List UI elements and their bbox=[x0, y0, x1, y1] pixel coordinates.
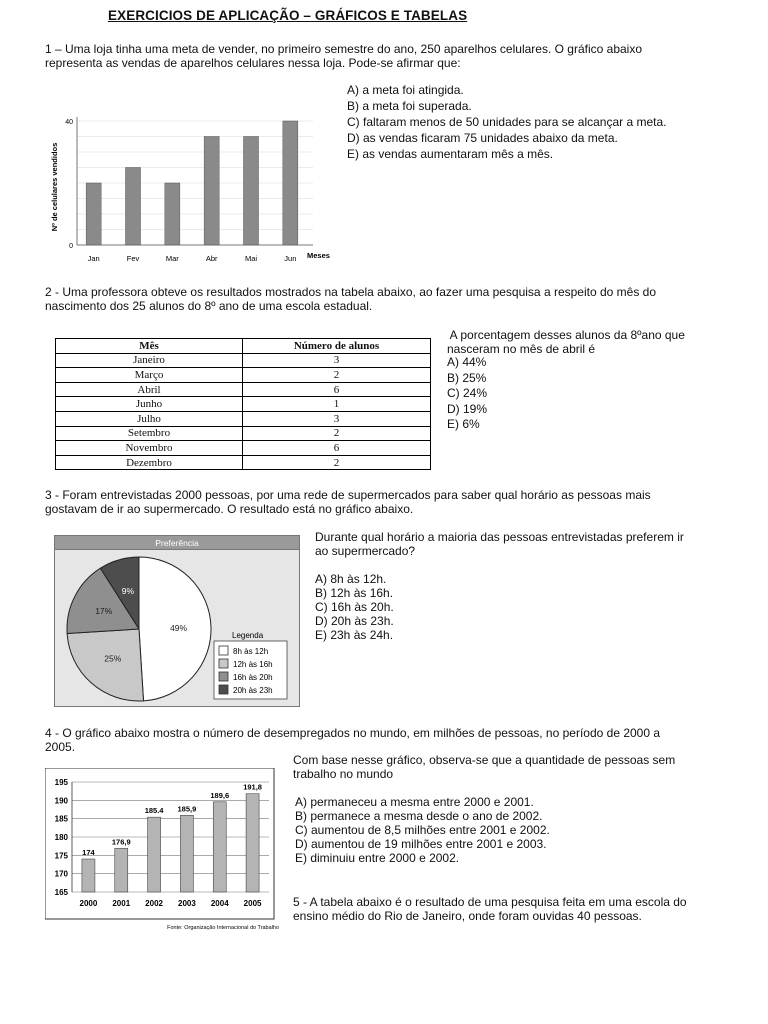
q2-cell-month: Julho bbox=[56, 411, 243, 426]
q4-ytick-label: 180 bbox=[54, 833, 68, 842]
q1-xtick-label: Mai bbox=[244, 254, 258, 263]
q3-legend-swatch bbox=[219, 659, 228, 668]
q3-chart-title: Preferência bbox=[155, 538, 199, 548]
q2-option-d[interactable]: D) 19% bbox=[447, 401, 488, 416]
q1-bar bbox=[283, 121, 298, 245]
q3-slice-label: 17% bbox=[95, 606, 113, 617]
q1-ylabel: Nº de celulares vendidos bbox=[50, 142, 59, 232]
q4-bar bbox=[148, 817, 161, 892]
q2-cell-count: 3 bbox=[243, 353, 431, 368]
q1-bar bbox=[244, 137, 259, 246]
q2-cell-count: 2 bbox=[243, 426, 431, 441]
q4-xtick-label: 2001 bbox=[112, 899, 131, 908]
q3-pie-chart bbox=[54, 535, 300, 707]
q2-option-a[interactable]: A) 44% bbox=[447, 355, 487, 369]
q2-table-header-month: Mês bbox=[56, 339, 243, 354]
q2-text: 2 - Uma professora obteve os resultados mostrados na tabela abaixo, ao fazer uma pesquisa a respeito do mês do nascimento dos 25 alunos do 8º ano de uma escola estadual. bbox=[45, 285, 657, 313]
q4-ytick-label: 175 bbox=[54, 851, 68, 861]
q3-legend-label: 12h às 16h bbox=[233, 660, 273, 669]
q4-data-label: 176,9 bbox=[111, 837, 131, 847]
q4-data-label: 174 bbox=[82, 848, 95, 857]
q2-cell-month: Setembro bbox=[56, 426, 243, 441]
q3-option-a[interactable]: A) 8h às 12h. bbox=[315, 572, 387, 586]
q3-legend-label: 8h às 12h bbox=[233, 647, 269, 656]
q3-options bbox=[315, 572, 394, 642]
q2-table bbox=[55, 338, 431, 470]
q2-cell-count: 6 bbox=[243, 441, 431, 456]
table-row bbox=[56, 368, 431, 383]
q3-slice-label: 9% bbox=[121, 585, 135, 596]
table-row bbox=[56, 382, 431, 397]
q1-option-b[interactable]: B) a meta foi superada. bbox=[347, 99, 472, 113]
q4-bar bbox=[115, 848, 128, 892]
q4-bar-chart bbox=[45, 768, 285, 930]
q2-cell-count: 2 bbox=[243, 368, 431, 383]
q1-option-e[interactable]: E) as vendas aumentaram mês a mês. bbox=[347, 147, 554, 161]
q3-legend-swatch bbox=[219, 646, 228, 655]
q4-options bbox=[295, 795, 550, 865]
q4-ytick-label: 165 bbox=[54, 888, 68, 897]
q3-legend-title: Legenda bbox=[232, 631, 264, 640]
q4-bar bbox=[246, 794, 259, 892]
q3-legend-label: 16h às 20h bbox=[233, 673, 273, 682]
q2-cell-count: 2 bbox=[243, 455, 431, 470]
q1-text: 1 – Uma loja tinha uma meta de vender, no primeiro semestre do ano, 250 aparelhos celulares. O gráfico abaixo representa as vendas de aparelhos celulares nessa loja. Pode-se afirmar que: bbox=[45, 42, 642, 70]
q1-option-a[interactable]: A) a meta foi atingida. bbox=[347, 83, 464, 97]
q4-ytick-label: 195 bbox=[54, 778, 68, 787]
table-row bbox=[56, 426, 431, 441]
q1-xtick-label: Mar bbox=[165, 254, 179, 263]
q4-xtick-label: 2002 bbox=[145, 899, 163, 908]
q4-bar bbox=[180, 815, 193, 892]
q3-slice-label: 49% bbox=[170, 622, 188, 633]
table-row bbox=[56, 411, 431, 426]
table-row bbox=[56, 353, 431, 368]
q1-xtick-label: Fev bbox=[126, 254, 140, 263]
q3-legend-label: 20h às 23h bbox=[233, 686, 273, 695]
q3-legend-swatch bbox=[219, 685, 228, 694]
q2-option-c[interactable]: C) 24% bbox=[447, 386, 488, 400]
q4-bar bbox=[82, 859, 95, 892]
q1-ytick-0: 0 bbox=[69, 243, 73, 250]
q4-option-b[interactable]: B) permanece a mesma desde o ano de 2002. bbox=[295, 809, 543, 823]
q4-source: Fonte: Organização Internacional do Trabalho bbox=[167, 925, 279, 930]
q3-option-e[interactable]: E) 23h às 24h. bbox=[315, 628, 394, 642]
q4-ytick-label: 190 bbox=[54, 796, 68, 806]
q4-option-a[interactable]: A) permaneceu a mesma entre 2000 e 2001. bbox=[295, 795, 534, 809]
q1-bar bbox=[86, 183, 101, 245]
q1-bar bbox=[126, 168, 141, 246]
q2-cell-count: 3 bbox=[243, 411, 431, 426]
q1-xtick-label: Jun bbox=[284, 254, 297, 263]
q1-options bbox=[347, 82, 667, 162]
q4-prompt: Com base nesse gráfico, observa-se que a quantidade de pessoas sem trabalho no mundo bbox=[293, 753, 676, 781]
q4-data-label: 189,6 bbox=[210, 790, 230, 800]
table-row bbox=[56, 441, 431, 456]
table-row bbox=[56, 397, 431, 412]
q2-option-e[interactable]: E) 6% bbox=[447, 417, 480, 431]
q4-bar bbox=[213, 802, 226, 892]
q4-data-label: 185.4 bbox=[144, 806, 164, 816]
q4-xtick-label: 2000 bbox=[79, 899, 98, 908]
q2-cell-count: 6 bbox=[243, 382, 431, 397]
q5-text: 5 - A tabela abaixo é o resultado de uma pesquisa feita em uma escola do ensino médio do Rio de Janeiro, onde foram ouvidas 40 pessoas. bbox=[293, 895, 687, 923]
q1-xlabel: Meses bbox=[307, 251, 330, 260]
q2-cell-month: Abril bbox=[56, 382, 243, 397]
q3-option-b[interactable]: B) 12h às 16h. bbox=[315, 586, 394, 600]
q2-cell-month: Dezembro bbox=[56, 455, 243, 470]
q2-cell-month: Junho bbox=[56, 397, 243, 412]
q3-slice-label: 25% bbox=[104, 653, 122, 664]
q2-cell-month: Janeiro bbox=[56, 353, 243, 368]
q2-options bbox=[447, 355, 487, 433]
q4-xtick-label: 2004 bbox=[210, 899, 229, 908]
q1-bar bbox=[204, 137, 219, 246]
q4-option-d[interactable]: D) aumentou de 19 milhões entre 2001 e 2003. bbox=[295, 837, 547, 851]
q2-cell-month: Março bbox=[56, 368, 243, 383]
q4-text: 4 - O gráfico abaixo mostra o número de desempregados no mundo, em milhões de pessoas, no período de 2000 a 2005. bbox=[45, 726, 661, 754]
q2-prompt: A porcentagem desses alunos da 8ºano que nasceram no mês de abril é bbox=[447, 328, 685, 356]
q4-option-e[interactable]: E) diminuiu entre 2000 e 2002. bbox=[295, 851, 460, 865]
q1-option-c[interactable]: C) faltaram menos de 50 unidades para se alcançar a meta. bbox=[347, 115, 667, 129]
q4-option-c[interactable]: C) aumentou de 8,5 milhões entre 2001 e 2002. bbox=[295, 823, 550, 837]
q3-text: 3 - Foram entrevistadas 2000 pessoas, por uma rede de supermercados para saber qual horário as pessoas mais gostavam de ir ao supermercado. O resultado está no gráfico abaixo. bbox=[45, 488, 651, 516]
q4-ytick-label: 185 bbox=[54, 814, 68, 824]
q1-option-d[interactable]: D) as vendas ficaram 75 unidades abaixo da meta. bbox=[347, 131, 618, 145]
q3-option-d[interactable]: D) 20h às 23h. bbox=[315, 614, 394, 628]
q2-cell-month: Novembro bbox=[56, 441, 243, 456]
q1-ytick-40: 40 bbox=[65, 119, 73, 126]
q2-table-header-count: Número de alunos bbox=[243, 339, 431, 354]
table-row bbox=[56, 455, 431, 470]
q1-bar-chart bbox=[45, 105, 345, 275]
q3-prompt: Durante qual horário a maioria das pessoas entrevistadas preferem ir ao supermercado? bbox=[315, 530, 684, 558]
q3-option-c[interactable]: C) 16h às 20h. bbox=[315, 600, 394, 614]
page-title: EXERCICIOS DE APLICAÇÃO – GRÁFICOS E TABELAS bbox=[108, 8, 468, 23]
q2-option-b[interactable]: B) 25% bbox=[447, 370, 487, 385]
q4-data-label: 185,9 bbox=[177, 804, 197, 814]
q4-ytick-label: 170 bbox=[54, 869, 68, 879]
q2-cell-count: 1 bbox=[243, 397, 431, 412]
q1-xtick-label: Jan bbox=[87, 254, 100, 263]
q4-xtick-label: 2003 bbox=[178, 899, 196, 908]
q3-legend-swatch bbox=[219, 672, 228, 681]
q1-bar bbox=[165, 183, 180, 245]
q1-xtick-label: Abr bbox=[205, 254, 218, 263]
q4-data-label: 191,8 bbox=[243, 782, 262, 792]
q4-xtick-label: 2005 bbox=[243, 899, 262, 908]
